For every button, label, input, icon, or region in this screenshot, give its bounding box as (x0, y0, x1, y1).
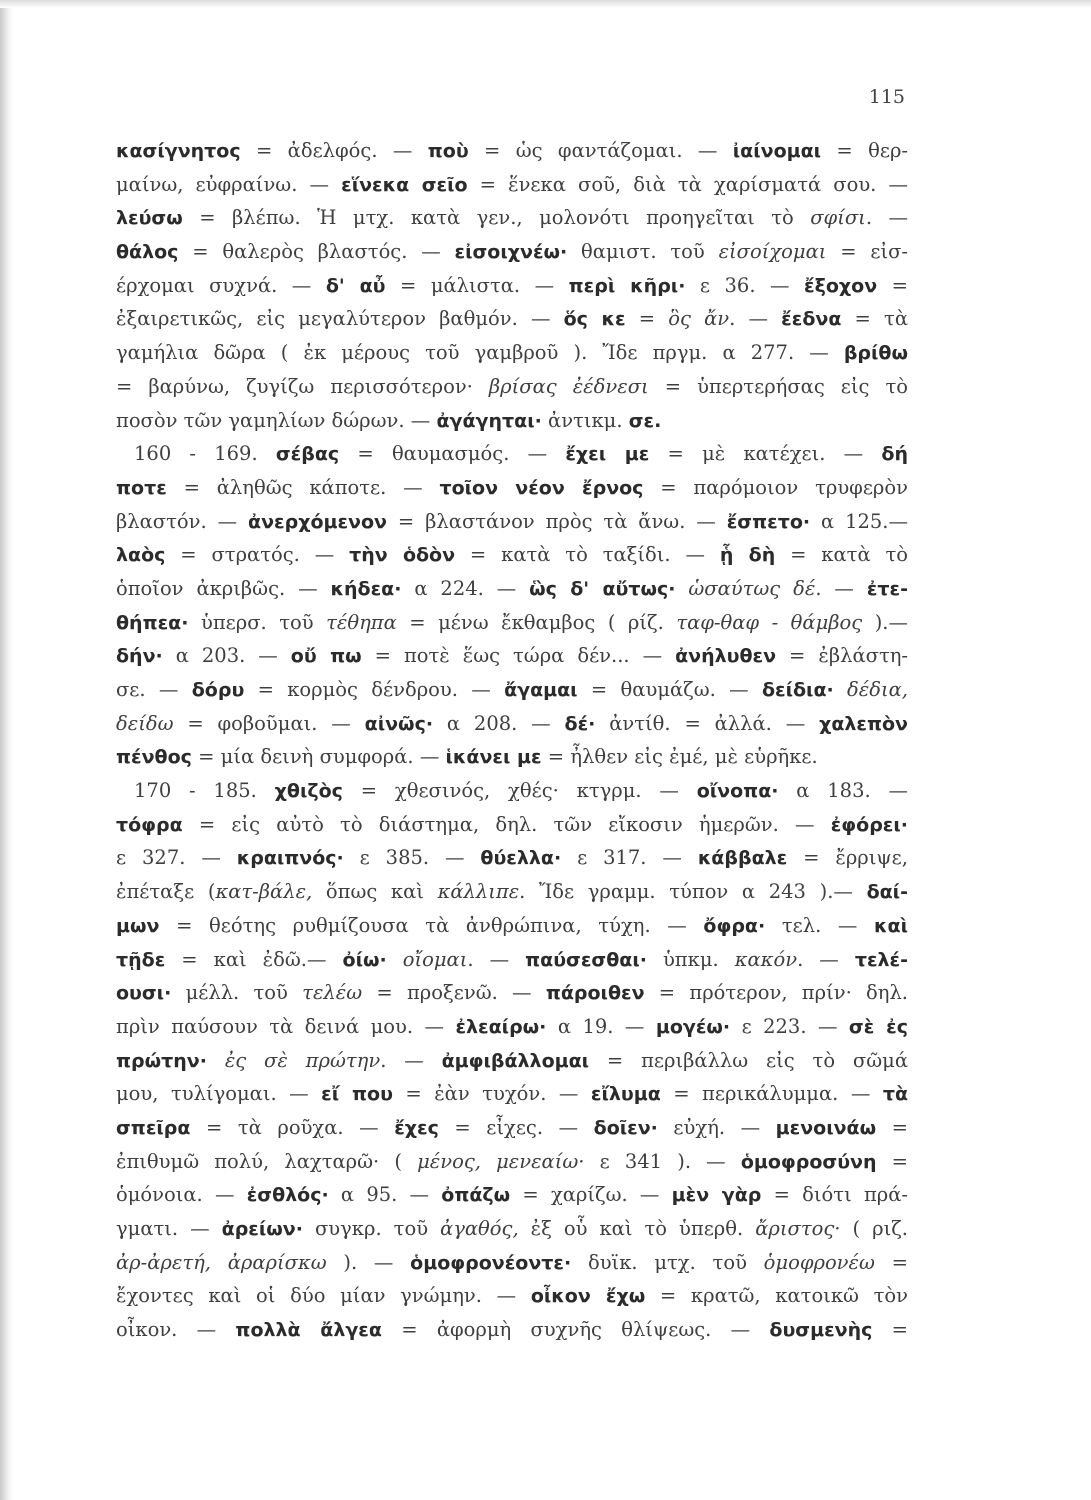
gloss-text: = μένω ἔκθαμβος ( ρίζ. (396, 610, 677, 634)
gloss-text: = θεότης ρυθμίζουσα τὰ ἀνθρώπινα, τύχη. — (159, 913, 704, 937)
text-line (116, 269, 908, 303)
gloss-text: ). — (326, 1250, 411, 1274)
gloss-text (675, 577, 688, 600)
headword: δ' αὖ (325, 274, 386, 297)
gloss-text (387, 948, 403, 971)
italic-term: ὁμοφρονέω (763, 1250, 875, 1274)
gloss-text: τελ. — (765, 913, 875, 937)
gloss-text: = προξενῶ. — (362, 981, 546, 1005)
headword: δόρυ (191, 679, 245, 701)
text-line (116, 505, 908, 539)
gloss-text: = τὰ (841, 307, 908, 331)
headword: κήδεα· (330, 577, 402, 600)
headword: ποὺ (427, 140, 469, 162)
italic-term: βρίσας ἐέδνεσι (488, 374, 649, 398)
gloss-text: = κρατῶ, κατοικῶ τὸν (645, 1284, 908, 1308)
text-line (116, 572, 908, 606)
gloss-text: = παρόμοιον τρυφερὸν (643, 475, 908, 499)
headword: μενοινάω (775, 1116, 877, 1139)
gloss-text (834, 678, 847, 701)
text-line (116, 673, 908, 707)
gloss-text: . — (467, 947, 526, 971)
gloss-text: = ὡς φαντάζομαι. — (468, 139, 733, 162)
headword: ἄγαμαι (504, 679, 578, 701)
headword: ουσι· (116, 982, 172, 1005)
headword: θάλος (116, 241, 179, 264)
headword: πολλὰ ἄλγεα (235, 1319, 382, 1342)
text-line (116, 168, 908, 202)
headword: δαί- (866, 881, 908, 904)
headword: ἀνήλυθεν (675, 645, 777, 668)
italic-term: τέθηπα (326, 610, 397, 634)
italic-term: ἐς σὲ πρώτην (224, 1048, 381, 1072)
gloss-text: ἐπέταξε ( (116, 880, 216, 904)
gloss-text: βλαστόν. — (116, 509, 249, 533)
gloss-text: ε 385. — (343, 846, 481, 870)
text-line (116, 437, 908, 471)
gloss-text: = κατὰ τὸ (775, 543, 908, 567)
gloss-text: = (625, 307, 669, 331)
headword: πένθος (116, 746, 192, 769)
text-line (116, 1010, 908, 1044)
gloss-text: ε 327. — (116, 846, 237, 870)
headword: ἱκάνει με (445, 746, 542, 769)
italic-term: κακόν (734, 947, 798, 971)
gloss-text: = κορμὸς δένδρου. — (244, 678, 505, 701)
gloss-text: δυϊκ. μτχ. τοῦ (571, 1250, 764, 1274)
headword: δείδια· (761, 679, 834, 701)
italic-term: κατ-βάλε, (215, 880, 313, 904)
gloss-text: α 183. — (778, 779, 908, 803)
text-line (116, 370, 908, 404)
headword: εἴ που (321, 1083, 393, 1106)
gloss-text: = χθεσινός, χθές· κτγρμ. — (342, 779, 697, 803)
gloss-text: = θαλερὸς βλαστός. — (178, 240, 455, 264)
gloss-text: ε 36. — (685, 273, 805, 297)
gloss-text: ἐξ οὗ καὶ τὸ ὑπερθ. (518, 1217, 756, 1240)
gloss-text: ἔχοντες καὶ οἱ δύο μίαν γνώμην. — (116, 1284, 531, 1308)
gloss-text: = ποτὲ ἕως τώρα δέν... — (361, 644, 676, 668)
gloss-text: α 224. — (401, 576, 530, 600)
headword: τελέ- (854, 948, 908, 971)
italic-term: μένος, μενεαίω· (417, 1149, 585, 1173)
headword: λεύσω (116, 207, 183, 230)
headword: πάροιθεν (545, 982, 645, 1005)
gloss-text: = (876, 1115, 908, 1139)
headword: ἐσθλός· (246, 1184, 329, 1207)
text-line (116, 909, 908, 943)
headword: μων (116, 914, 160, 937)
headword: ἔεδνα (781, 308, 842, 331)
headword: τόφρα (116, 813, 183, 836)
gloss-text: = φοβοῦμαι. — (173, 711, 365, 735)
gloss-text: . — (380, 1048, 442, 1072)
gloss-text: 170 - 185. (134, 779, 275, 803)
gloss-text: ε 341 ). — (584, 1149, 741, 1173)
gloss-text: . — (729, 307, 782, 331)
gloss-text: = διότι πρά- (761, 1183, 908, 1207)
gloss-text: = χαρίζω. — (510, 1183, 672, 1207)
italic-term: οἴομαι (402, 947, 468, 971)
gloss-text: α 203. — (162, 644, 291, 668)
gloss-text: ποσὸν τῶν γαμηλίων δώρων. — (116, 408, 437, 432)
headword: ἀρείων· (221, 1218, 303, 1240)
text-line (116, 1077, 908, 1111)
text-line (116, 808, 908, 842)
italic-term: ἄριστος· (755, 1217, 841, 1240)
headword: ὁμοφρονέοντε· (410, 1251, 572, 1274)
headword: κάββαλε (697, 847, 788, 870)
gloss-text: = μὲ κατέχει. — (649, 442, 882, 466)
gloss-text: = θερ- (821, 139, 908, 162)
headword: παύσεσθαι· (525, 948, 647, 971)
gloss-text: = (872, 1318, 908, 1342)
gloss-text: = βαρύνω, ζυγίζω περισσότερον· (116, 374, 489, 398)
headword: ἐτε- (866, 577, 908, 600)
headword: εἰσοιχνέω· (454, 241, 568, 264)
text-line (116, 1145, 908, 1179)
headword: σε. (628, 409, 662, 432)
headword: τὴν ὁδὸν (349, 544, 456, 567)
gloss-text: 160 - 169. (134, 442, 276, 466)
gloss-text: ὑπερσ. τοῦ (188, 610, 327, 634)
gloss-text: = μία δεινὴ συμφορά. — (191, 745, 446, 769)
page-edge-shadow (0, 0, 14, 1500)
gloss-text: = ἀδελφός. — (240, 139, 428, 162)
gloss-text: ).— (862, 610, 908, 634)
gloss-text: ἀντίθ. = ἀλλά. — (595, 711, 820, 735)
text-line (116, 302, 908, 336)
text-line (116, 134, 908, 168)
headword: μὲν γὰρ (671, 1184, 762, 1207)
gloss-text: = εἰς αὐτὸ τὸ διάστημα, δηλ. τῶν εἴκοσιν ἡμερῶν. — (182, 812, 831, 836)
headword: ἀγάγηται· (436, 409, 542, 432)
gloss-text: . Ἴδε γραμμ. τύπον α 243 ).— (519, 880, 867, 904)
gloss-text: = ὑπερτερήσας εἰς τὸ (648, 374, 908, 398)
text-line (116, 639, 908, 673)
gloss-text: οἶκον. — (116, 1318, 236, 1342)
text-line (116, 404, 908, 438)
text-line (116, 1111, 908, 1145)
text-line (116, 235, 908, 269)
headword: εἵνεκα σεῖο (341, 173, 468, 196)
headword: ὅς κε (563, 308, 626, 331)
gloss-text: = κατὰ τὸ ταξίδι. — (455, 543, 720, 567)
gloss-text: = θαυμασμός. — (339, 442, 566, 466)
text-line (116, 1178, 908, 1212)
gloss-text: γαμήλια δῶρα ( ἐκ μέρους τοῦ γαμβροῦ ). Ἴδε πργμ. α 277. — (116, 341, 844, 365)
gloss-text (207, 1049, 225, 1072)
headword: πρώτην· (116, 1049, 207, 1072)
gloss-text: = μάλιστα. — (385, 273, 569, 297)
gloss-text: ὅπως καὶ (312, 880, 438, 904)
gloss-text: = ἀληθῶς κάποτε. — (166, 475, 440, 499)
headword: χθιζὸς (274, 780, 343, 803)
gloss-text: = ἀφορμὴ συχνῆς θλίψεως. — (381, 1318, 770, 1342)
headword: οὔ πω (290, 645, 362, 668)
italic-term: εἰσοίχομαι (718, 240, 827, 264)
headword: τῇδε (116, 948, 166, 971)
headword: ἀνερχόμενον (248, 510, 387, 533)
text-line (116, 1246, 908, 1280)
italic-term: κάλλιπε (437, 880, 520, 904)
headword: κασίγνητος (116, 140, 241, 162)
gloss-text: εὐχή. — (657, 1115, 776, 1139)
headword: ἔσπετο· (726, 510, 811, 533)
gloss-text: = βλαστάνον πρὸς τὰ ἄνω. — (387, 509, 727, 533)
headword: ἐφόρει· (830, 813, 908, 836)
text-line (116, 740, 908, 774)
text-line (116, 471, 908, 505)
gloss-text: συγκρ. τοῦ (302, 1217, 441, 1240)
text-line (116, 875, 908, 909)
headword: τὰ (882, 1083, 908, 1106)
gloss-text: ἐπιθυμῶ πολύ, λαχταρῶ· ( (116, 1149, 418, 1173)
gloss-text: = (876, 1149, 908, 1173)
gloss-text: μέλλ. τοῦ (171, 981, 303, 1005)
text-line (116, 606, 908, 640)
headword: λαὸς (116, 544, 166, 567)
headword: καὶ (874, 914, 908, 937)
page-number: 115 (868, 86, 905, 108)
gloss-text: . — (865, 206, 908, 230)
text-line (116, 1313, 908, 1347)
gloss-text: ἀντικμ. (541, 408, 629, 432)
headword: ᾗ δὴ (719, 544, 776, 567)
headword: ἀμφιβάλλομαι (441, 1049, 590, 1072)
italic-term: δείδω (116, 711, 174, 735)
italic-term: σφίσι (810, 206, 866, 230)
gloss-text: α 95. — (328, 1183, 442, 1207)
headword: δέ· (564, 712, 596, 735)
gloss-text: . — (797, 947, 855, 971)
italic-term: ἀρ-ἀρετή, ἀραρίσκω (116, 1250, 327, 1274)
headword: ὀπάζω (441, 1184, 511, 1207)
text-line (116, 774, 908, 808)
headword: εἴλυμα (590, 1083, 661, 1106)
text-line (116, 707, 908, 741)
page-top-shadow (0, 0, 1091, 8)
italic-term: ὃς ἄν (668, 307, 730, 331)
headword: περὶ κῆρι· (568, 274, 686, 297)
italic-term: δέδια, (847, 678, 908, 701)
gloss-text: = εἰσ- (826, 240, 908, 264)
text-line (116, 538, 908, 572)
gloss-text: έρχομαι συχνά. — (116, 273, 326, 297)
text-line (116, 1279, 908, 1313)
headword: αἰνῶς· (364, 712, 434, 735)
headword: δή (881, 443, 908, 466)
gloss-text: μου, τυλίγομαι. — (116, 1082, 322, 1106)
headword: χαλεπὸν (819, 712, 908, 735)
gloss-text: ( ριζ. (840, 1217, 908, 1240)
gloss-text: = ἐὰν τυχόν. — (392, 1082, 591, 1106)
gloss-text: = περικάλυμμα. — (660, 1082, 883, 1106)
headword: ἰαίνομαι (732, 140, 822, 162)
text-line (116, 1044, 908, 1078)
headword: θήπεα· (116, 611, 189, 634)
headword: ἔξοχον (804, 274, 878, 297)
gloss-text: = τὰ ροῦχα. — (190, 1115, 395, 1139)
gloss-text: θαμιστ. τοῦ (567, 240, 719, 264)
gloss-text: = ἕνεκα σοῦ, διὰ τὰ χαρίσματά σου. — (467, 172, 908, 196)
headword: σπεῖρα (116, 1116, 191, 1139)
gloss-text: σε. — (116, 678, 192, 701)
headword: οἶκον ἔχω (530, 1285, 646, 1308)
gloss-text: = πρότερον, πρίν· δηλ. (644, 981, 908, 1005)
gloss-text: μαίνω, εὐφραίνω. — (116, 172, 342, 196)
headword: σὲ ἐς (848, 1015, 908, 1038)
gloss-text: = ἔρριψε, (787, 846, 908, 870)
body-text (116, 134, 908, 1347)
headword: μογέω· (655, 1015, 731, 1038)
headword: ὄφρα· (703, 914, 766, 937)
gloss-text: ὑπκμ. (646, 947, 735, 971)
gloss-text: ε 317. — (561, 846, 698, 870)
gloss-text: α 125.— (810, 509, 908, 533)
gloss-text: = (874, 1250, 908, 1274)
gloss-text: α 208. — (433, 711, 565, 735)
headword: ἐλεαίρω· (455, 1015, 547, 1038)
headword: τοῖον νέον ἔρνος (439, 476, 644, 499)
gloss-text: ἐξαιρετικῶς, εἰς μεγαλύτερον βαθμόν. — (116, 307, 564, 331)
gloss-text: = ἐβλάστη- (776, 644, 908, 668)
italic-term: ἀγαθός, (440, 1217, 519, 1240)
gloss-text: = καὶ ἐδῶ.— (165, 947, 343, 971)
gloss-text: ὁμόνοια. — (116, 1183, 247, 1207)
gloss-text: = βλέπω. Ἡ μτχ. κατὰ γεν., μολονότι προηγεῖται τὸ (182, 206, 811, 230)
text-line (116, 976, 908, 1010)
headword: δυσμενὴς (769, 1319, 873, 1342)
headword: θύελλα· (480, 847, 562, 870)
headword: οἴνοπα· (696, 780, 779, 803)
text-line (116, 201, 908, 235)
headword: ἔχες (394, 1116, 439, 1139)
headword: ὁμοφροσύνη (740, 1150, 877, 1173)
gloss-text: = περιβάλλω εἰς τὸ σῶμά (589, 1048, 908, 1072)
headword: βρίθω (843, 342, 908, 365)
headword: ὀίω· (342, 948, 387, 971)
gloss-text: . — (815, 576, 867, 600)
gloss-text: = θαυμάζω. — (577, 678, 762, 701)
italic-term: τελέω (302, 981, 363, 1005)
headword: ἔχει με (565, 443, 650, 466)
gloss-text: = στρατός. — (165, 543, 350, 567)
italic-term: ταφ-θαφ - θάμβος (676, 610, 863, 634)
text-line (116, 841, 908, 875)
gloss-text: ὁποῖον ἀκριβῶς. — (116, 576, 331, 600)
headword: δοῖεν· (593, 1116, 658, 1139)
headword: κραιπνός· (236, 847, 344, 870)
text-line (116, 943, 908, 977)
text-line (116, 336, 908, 370)
text-line (116, 1212, 908, 1246)
gloss-text: ε 223. — (730, 1014, 849, 1038)
headword: ὣς δ' αὔτως· (529, 577, 676, 600)
headword: σέβας (275, 443, 340, 466)
gloss-text: γματι. — (116, 1217, 222, 1240)
gloss-text: α 19. — (546, 1014, 656, 1038)
headword: δήν· (116, 645, 163, 668)
gloss-text: = (877, 273, 908, 297)
gloss-text: = ἦλθεν εἰς ἐμέ, μὲ εὑρῆκε. (541, 745, 818, 769)
gloss-text: = εἶχες. — (438, 1115, 594, 1139)
headword: ποτε (116, 476, 167, 499)
gloss-text: πρὶν παύσουν τὰ δεινά μου. — (116, 1014, 456, 1038)
italic-term: ὡσαύτως δέ (688, 576, 816, 600)
